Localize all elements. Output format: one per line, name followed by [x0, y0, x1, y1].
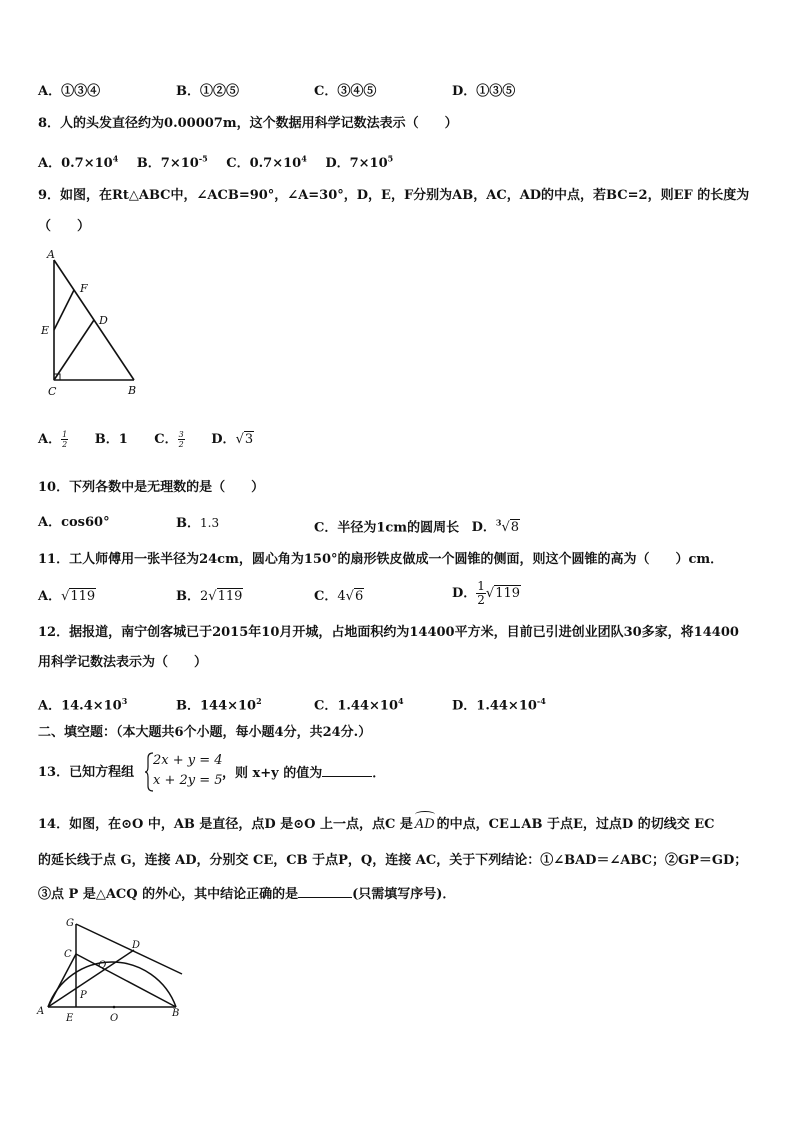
- arc-mark: [415, 811, 435, 818]
- q9-option-a: [38, 432, 68, 447]
- radicand: 119: [70, 589, 96, 604]
- denominator: 2: [178, 440, 184, 449]
- tangent-line: [76, 924, 182, 974]
- label-g: G: [66, 918, 74, 929]
- q8-option-b: [137, 156, 208, 171]
- denominator: 2: [477, 593, 485, 607]
- q11-option-b: [176, 588, 243, 606]
- exponent: -5: [198, 154, 208, 164]
- option-text: D．1.44×10: [452, 698, 537, 714]
- answer-blank[interactable]: [322, 764, 372, 777]
- q8-stem: 8．人的头发直径约为0.00007m，这个数据用科学记数法表示（ ）: [38, 116, 458, 131]
- exponent: 4: [398, 696, 404, 706]
- label-b: B: [172, 1008, 180, 1019]
- q9-option-c: [154, 432, 184, 447]
- q12-option-d: [452, 692, 546, 715]
- root-symbol: √: [501, 520, 510, 536]
- sqrt-symbol: √: [485, 586, 495, 601]
- q7-option-c: [314, 83, 376, 101]
- sqrt-symbol: √: [208, 589, 217, 604]
- radicand: 8: [510, 520, 520, 536]
- end-punct: ．: [372, 766, 386, 781]
- q10-stem: 10．下列各数中是无理数的是（ ）: [38, 480, 265, 495]
- option-text: C．1.44×10: [314, 698, 398, 714]
- label-f: F: [80, 282, 88, 295]
- exponent: 3: [121, 696, 128, 706]
- label-a: A: [37, 1006, 45, 1017]
- label-e: E: [41, 324, 50, 337]
- option-label: A．: [38, 432, 62, 447]
- q7-option-d: [452, 83, 515, 101]
- q12-stem: 12．据报道，南宁创客城已于2015年10月开城，占地面积约为14400平方米，目前已引进创业团队30多家，将14400: [38, 625, 739, 640]
- sqrt-symbol: √: [345, 589, 354, 604]
- semicircle: [48, 962, 176, 1007]
- q14-line3: [38, 885, 455, 904]
- option-label: A．: [38, 589, 62, 604]
- option-text: D．7×10: [325, 156, 388, 172]
- segment-ef: [54, 290, 74, 330]
- option-label: C．: [314, 589, 338, 604]
- answer-blank[interactable]: [298, 885, 352, 898]
- chord-ac: [48, 954, 76, 1007]
- text: 的中点，CE⊥AB 于点E，过点D 的切线交 EC: [436, 817, 715, 832]
- sqrt-symbol: √: [235, 432, 244, 447]
- radicand: 3: [244, 432, 254, 447]
- label-d: D: [99, 314, 108, 327]
- exponent: 4: [112, 154, 119, 164]
- option-text: C．0.7×10: [226, 156, 302, 172]
- q9-option-d: [211, 432, 254, 447]
- radicand: 119: [217, 589, 243, 604]
- radicand: 6: [354, 589, 364, 604]
- label-c: C: [64, 949, 72, 960]
- option-label: D．: [452, 586, 477, 601]
- option-label: B．: [176, 589, 200, 604]
- q9-paren: （ ）: [38, 219, 91, 234]
- q13-suffix: [222, 764, 385, 783]
- label-p: P: [80, 990, 87, 1001]
- arc-label: AD: [414, 817, 435, 832]
- option-text: A．0.7×10: [38, 156, 113, 172]
- q8-option-a: [38, 156, 118, 171]
- root-index: 3: [495, 518, 502, 528]
- chord-cb: [76, 954, 176, 1007]
- label-e: E: [66, 1013, 74, 1024]
- q10-option-d: [472, 520, 520, 535]
- q14-line2: 的延长线于点 G，连接 AD，分别交 CE，CB 于点P，Q，连接 AC，关于下列结论：①∠BAD＝∠ABC；②GP＝GD；: [38, 853, 748, 868]
- label-b: B: [128, 384, 137, 397]
- q8-option-d: [325, 156, 393, 171]
- numerator: 1: [62, 430, 68, 439]
- label-d: D: [132, 940, 141, 951]
- equation-2: x + 2y = 5: [153, 773, 223, 788]
- q9-stem: 9．如图，在Rt△ABC中，∠ACB=90°，∠A=30°，D，E，F分别为AB，AC，AD的中点，若BC=2，则EF 的长度为: [38, 188, 750, 203]
- q12-stem-2: 用科学记数法表示为（ ）: [38, 655, 208, 670]
- option-label: B．: [176, 84, 200, 99]
- option-label: B．: [176, 516, 200, 531]
- repeating-decimal: 1.3: [200, 516, 220, 530]
- label-o: O: [110, 1013, 119, 1024]
- text: ③点 P 是△ACQ 的外心，其中结论正确的是: [38, 887, 299, 902]
- sqrt-symbol: √: [61, 589, 70, 604]
- q10-option-b: [176, 514, 219, 533]
- option-text: B．7×10: [136, 156, 199, 172]
- q12-option-b: [176, 692, 262, 715]
- option-text: ③④⑤: [337, 84, 377, 99]
- q8-options: [38, 150, 393, 173]
- option-label: D．: [211, 432, 236, 447]
- q13-prefix: 13．已知方程组: [38, 765, 135, 780]
- segment-cd: [54, 320, 94, 380]
- coefficient: 4: [337, 589, 346, 604]
- numerator: 1: [477, 579, 485, 593]
- center-dot: [113, 1006, 116, 1009]
- option-text: A．14.4×10: [38, 698, 122, 714]
- text: 14．如图，在⊙O 中，AB 是直径，点D 是⊙O 上一点，点C 是: [38, 817, 413, 832]
- label-c: C: [48, 385, 57, 398]
- q10-option-cd: [314, 514, 520, 537]
- q7-option-b: [176, 83, 239, 101]
- q14-circle-figure: [36, 912, 186, 1024]
- coefficient: 2: [200, 589, 209, 604]
- section-heading: 二、填空题：（本大题共6个小题，每小题4分，共24分.）: [38, 725, 372, 740]
- suffix-text: ，则 x+y 的值为: [222, 766, 323, 781]
- q14-line1: [38, 816, 715, 834]
- option-label: A．: [38, 84, 62, 99]
- exponent: 2: [256, 696, 262, 706]
- fraction: [61, 430, 68, 449]
- option-text: B．144×10: [176, 698, 257, 714]
- numerator: 3: [178, 430, 184, 439]
- q11-option-a: [38, 588, 96, 606]
- text: (只需填写序号)．: [352, 887, 456, 902]
- denominator: 2: [62, 440, 68, 449]
- q9-triangle-figure: [38, 248, 150, 400]
- q12-option-c: [314, 692, 404, 715]
- option-label: C．: [154, 432, 178, 447]
- label-a: A: [47, 248, 55, 261]
- label-q: Q: [98, 960, 107, 971]
- arc-ad: [415, 816, 435, 834]
- q9-option-b: B．1: [94, 432, 128, 447]
- exponent: -4: [536, 696, 546, 706]
- fraction: [178, 430, 185, 449]
- equation-1: 2x + y = 4: [153, 753, 223, 768]
- fraction: [476, 580, 486, 607]
- exponent: 5: [387, 154, 394, 164]
- option-text: ①③⑤: [476, 84, 516, 99]
- q11-stem: 11．工人师傅用一张半径为24cm，圆心角为150°的扇形铁皮做成一个圆锥的侧面，则这个圆锥的高为（ ）cm．: [38, 552, 724, 567]
- option-label: D．: [452, 84, 477, 99]
- q13-equation-system: [145, 752, 221, 792]
- q12-option-a: [38, 692, 127, 715]
- q7-option-a: [38, 83, 100, 101]
- exponent: 4: [301, 154, 307, 164]
- option-label: C．: [314, 84, 338, 99]
- option-text: ①②⑤: [200, 84, 240, 99]
- radicand: 119: [495, 586, 521, 601]
- q8-option-c: [226, 156, 307, 171]
- q10-option-c: C．半径为1cm的圆周长: [314, 520, 460, 536]
- option-label: D．: [471, 520, 496, 536]
- q11-option-d: [452, 580, 521, 607]
- q11-option-c: [314, 588, 364, 606]
- q10-option-a: A．cos60°: [38, 515, 110, 530]
- option-text: ①③④: [61, 84, 101, 99]
- q9-options: [38, 430, 254, 449]
